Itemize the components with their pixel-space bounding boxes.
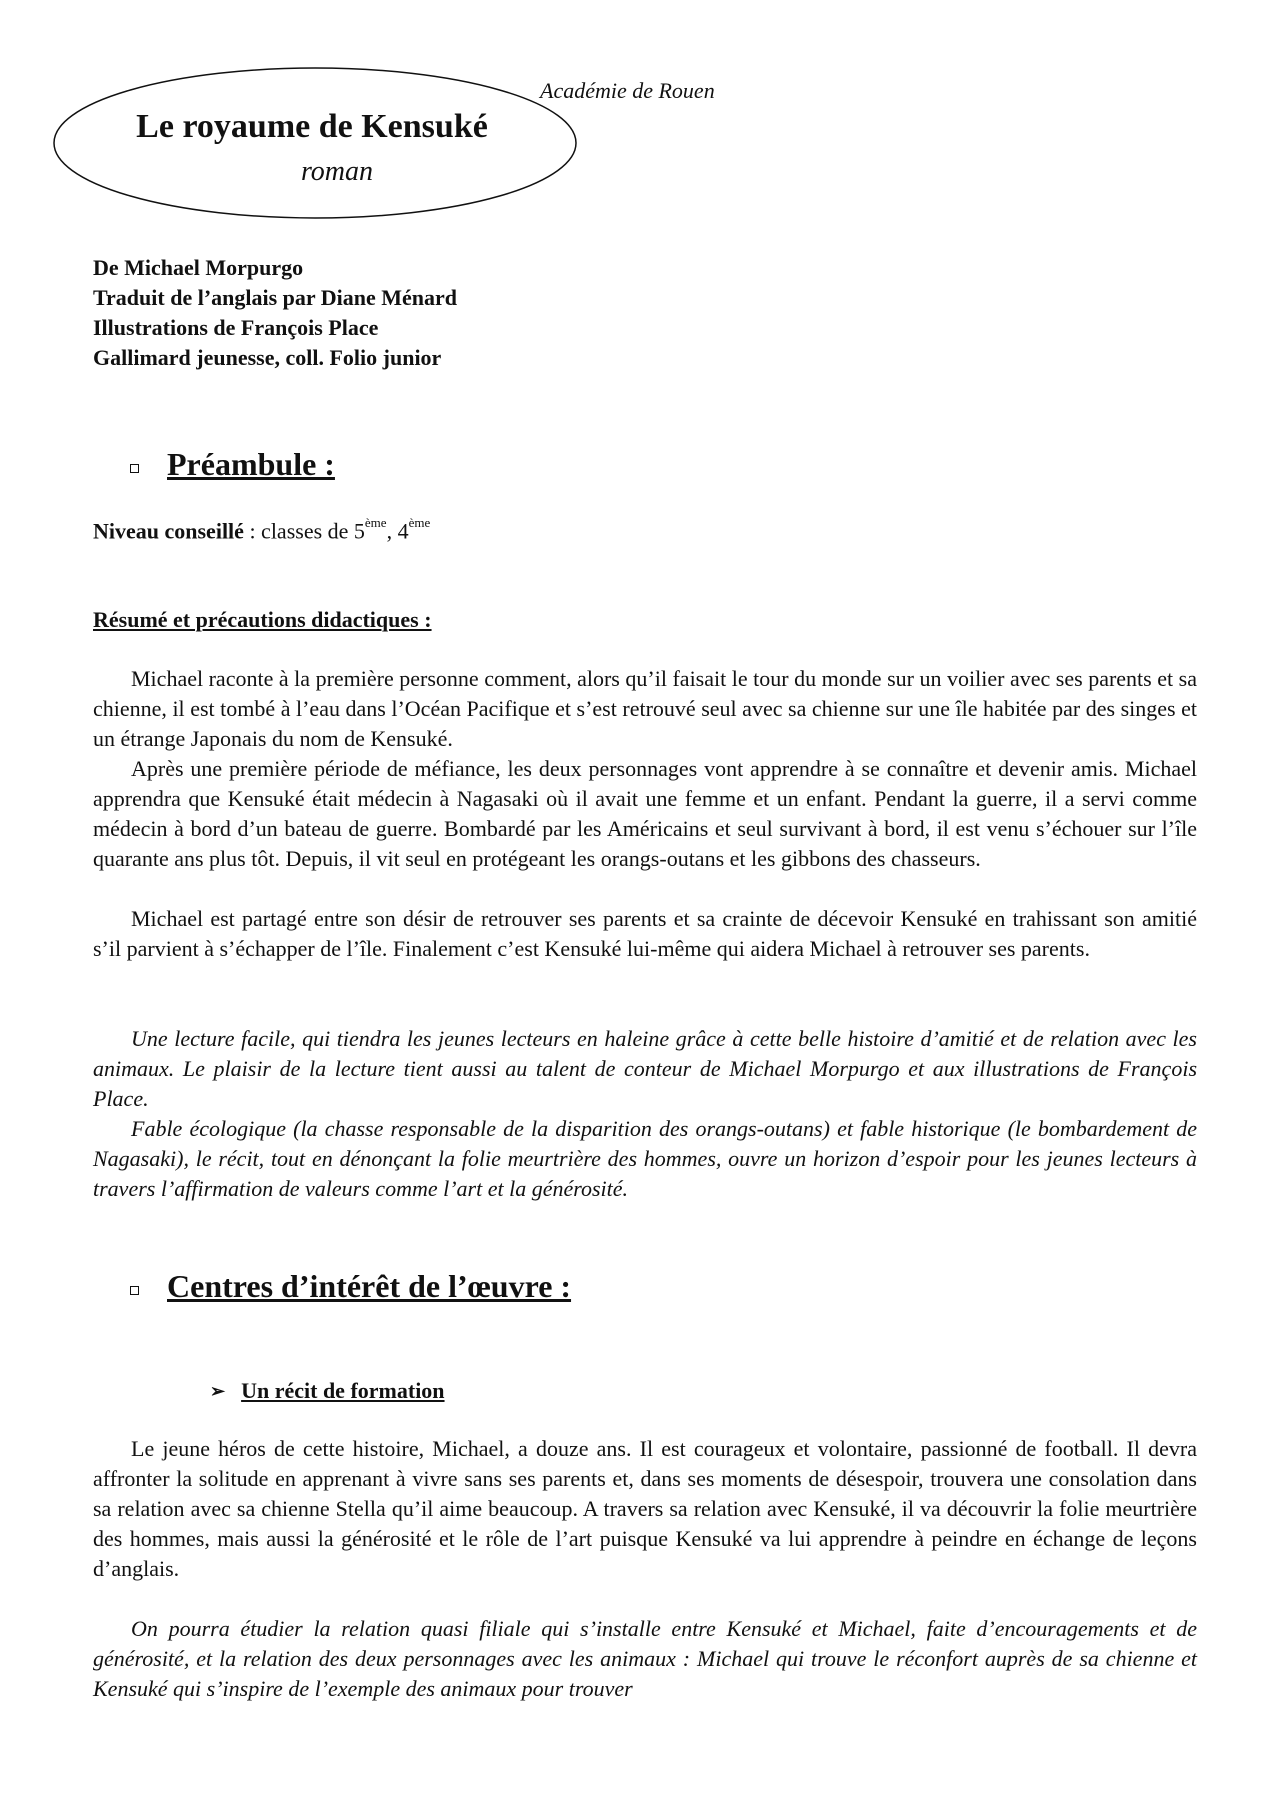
section-heading-centres (130, 1268, 571, 1305)
resume-paragraph-2: Après une première période de méfiance, les deux personnages vont apprendre à se connaître et devenir amis. Michael apprendra que Kensuké était médecin à Nagasaki où il avait une femme et un enfant. Pendant la guerre, il a servi comme médecin à bord d’un bateau de guerre. Bombardé par les Américains et seul survivant à bord, il est venu s’échouer sur l’île quarante ans plus tôt. Depuis, il vit seul en protégeant les orangs-outans et les gibbons des chasseurs. (93, 756, 1197, 871)
subsection-heading-label: Un récit de formation (241, 1378, 445, 1403)
book-title: Le royaume de Kensuké (136, 108, 488, 145)
resume-paragraph-1: Michael raconte à la première personne comment, alors qu’il faisait le tour du monde sur un voilier avec ses parents et sa chienne, il est tombé à l’eau dans l’Océan Pacifique et s’est retrouvé seul avec sa chienne sur une île habitée par des singes et un étrange Japonais du nom de Kensuké. (93, 666, 1197, 751)
credit-author: De Michael Morpurgo (93, 255, 304, 280)
niveau-separator: , 4 (386, 518, 409, 544)
recit-italic-paragraph: On pourra étudier la relation quasi filiale qui s’installe entre Kensuké et Michael, faite d’encouragements et de générosité, et la relation des deux personnages avec les animaux : Michael qui trouve le réconfort auprès de sa chienne et Kensuké qui s’inspire de l’exemple des animaux pour trouver (93, 1616, 1197, 1701)
italic-paragraph-2: Fable écologique (la chasse responsable de la disparition des orangs-outans) et fable historique (le bombardement de Nagasaki), le récit, tout en dénonçant la folie meurtrière des hommes, ouvre un horizon d’espoir pour les jeunes lecteurs à travers l’affirmation de valeurs comme l’art et la générosité. (93, 1116, 1197, 1201)
resume-paragraph-3: Michael est partagé entre son désir de retrouver ses parents et sa crainte de décevoir Kensuké en trahissant son amitié s’il parvient à s’échapper de l’île. Finalement c’est Kensuké lui-même qui aidera Michael à retrouver ses parents. (93, 906, 1197, 961)
credits-block (93, 253, 457, 373)
book-genre: roman (300, 156, 374, 187)
niveau-label: Niveau conseillé (93, 518, 244, 544)
square-bullet-icon (130, 1286, 139, 1295)
niveau-sup-1: ème (364, 515, 387, 530)
niveau-sup-2: ème (408, 515, 431, 530)
section-heading-preambule (130, 446, 335, 483)
section-heading-label: Préambule : (167, 446, 335, 482)
credit-illustrator: Illustrations de François Place (93, 315, 379, 340)
resume-heading: Résumé et précautions didactiques : (93, 607, 432, 632)
niveau-text: : classes de 5 (243, 518, 365, 544)
niveau-line (93, 515, 431, 544)
square-bullet-icon (130, 464, 139, 473)
subsection-heading-recit (210, 1378, 445, 1404)
recit-paragraph: Le jeune héros de cette histoire, Michael, a douze ans. Il est courageux et volontaire, passionné de football. Il devra affronter la solitude en apprenant à vivre sans ses parents et, dans ses moments de désespoir, trouvera une consolation dans sa relation avec sa chienne Stella qu’il aime beaucoup. A travers sa relation avec Kensuké, il va découvrir la folie meurtrière des hommes, mais aussi la générosité et le rôle de l’art puisque Kensuké va lui apprendre à peindre en échange de leçons d’anglais. (93, 1436, 1197, 1581)
credit-publisher: Gallimard jeunesse, coll. Folio junior (93, 345, 442, 370)
academy-label: Académie de Rouen (540, 78, 715, 103)
credit-translator: Traduit de l’anglais par Diane Ménard (93, 285, 458, 310)
arrow-bullet-icon: ➢ (210, 1380, 226, 1401)
italic-paragraph-1: Une lecture facile, qui tiendra les jeunes lecteurs en haleine grâce à cette belle histoire d’amitié et de relation avec les animaux. Le plaisir de la lecture tient aussi au talent de conteur de Michael Morpurgo et aux illustrations de François Place. (93, 1026, 1197, 1111)
section-heading-label: Centres d’intérêt de l’œuvre : (167, 1268, 572, 1304)
title-oval (52, 66, 578, 220)
